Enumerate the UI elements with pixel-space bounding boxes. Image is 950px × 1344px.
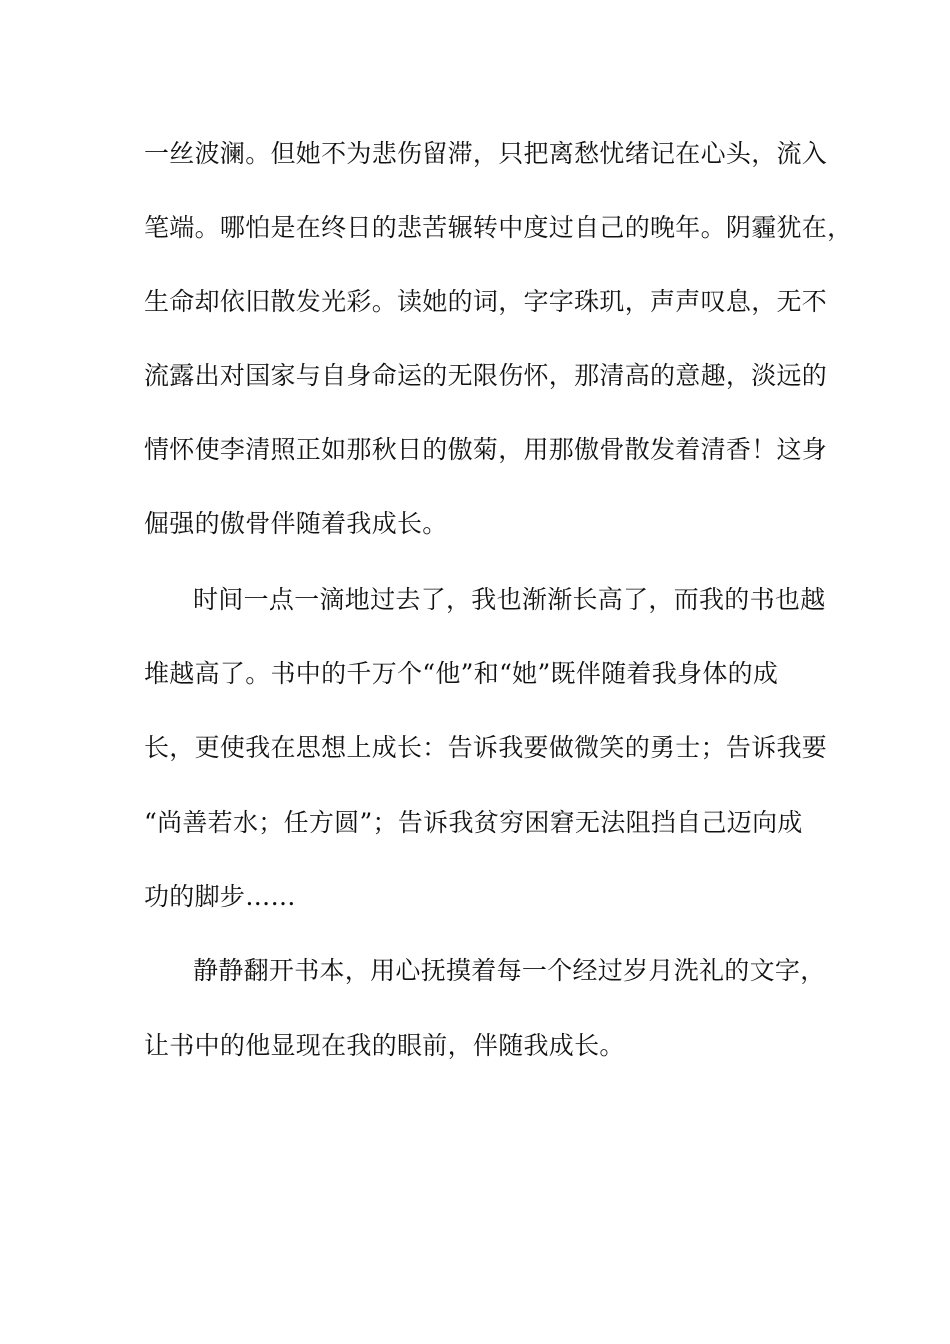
- text-line: 一丝波澜。但她不为悲伤留滞，只把离愁忧绪记在心头，流入: [144, 139, 828, 168]
- text-line: 情怀使李清照正如那秋日的傲菊，用那傲骨散发着清香！这身: [144, 435, 828, 464]
- text-line: 流露出对国家与自身命运的无限伤怀，那清高的意趣，淡远的: [144, 361, 828, 390]
- text-line: 笔端。哪怕是在终日的悲苦辗转中度过自己的晚年。阴霾犹在，: [144, 213, 853, 242]
- text-line: 倔强的傲骨伴随着我成长。: [144, 509, 448, 538]
- text-line: 长，更使我在思想上成长：告诉我要做微笑的勇士；告诉我要: [144, 733, 828, 762]
- text-line: 堆越高了。书中的千万个“他”和“她”既伴随着我身体的成: [144, 659, 779, 688]
- paragraph-start-line: 静静翻开书本，用心抚摸着每一个经过岁月洗礼的文字，: [193, 956, 826, 985]
- text-line: 生命却依旧散发光彩。读她的词，字字珠玑，声声叹息，无不: [144, 287, 828, 316]
- text-line: 功的脚步……: [144, 882, 296, 911]
- text-line: 让书中的他显现在我的眼前，伴随我成长。: [144, 1031, 625, 1060]
- paragraph-start-line: 时间一点一滴地过去了，我也渐渐长高了，而我的书也越: [193, 585, 826, 614]
- text-line: “尚善若水；任方圆”；告诉我贫穷困窘无法阻挡自己迈向成: [144, 808, 803, 837]
